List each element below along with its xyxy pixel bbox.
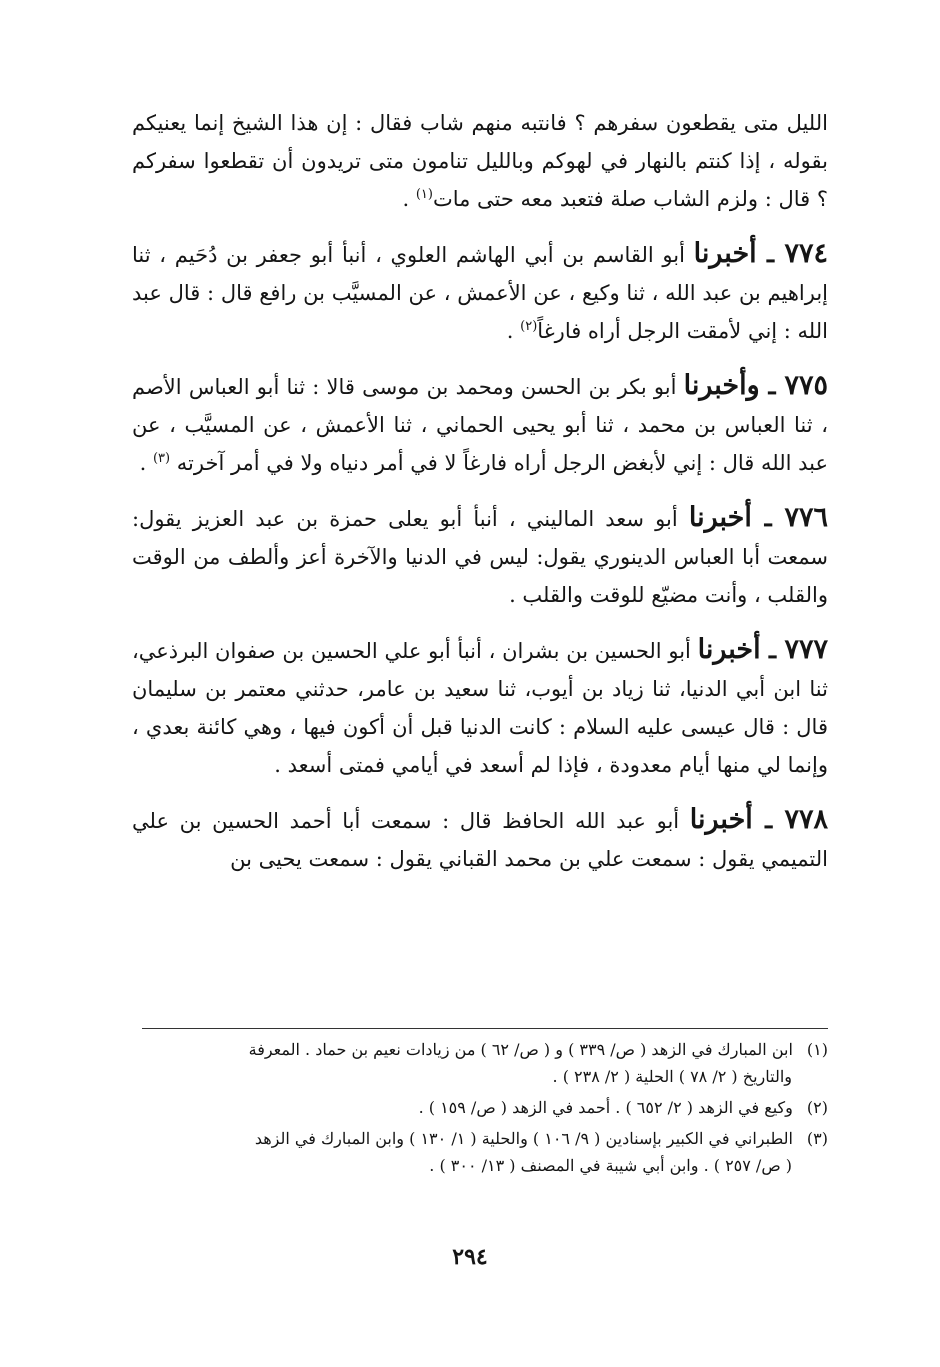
entry-number: ٧٧٦ (784, 502, 828, 533)
page-number: ٢٩٤ (452, 1244, 488, 1270)
footnote-1 (132, 1036, 828, 1090)
footnote-text: ابن المبارك في الزهد ( ص/ ٣٣٩ ) و ( ص/ ٦٢ ) من زيادات نعيم بن حماد . المعرفة (248, 1040, 793, 1059)
footnote-ref: (١) (415, 187, 433, 202)
footnote-label: (٣) (806, 1129, 828, 1148)
entry-keyword: أخبرنا (689, 804, 753, 835)
entry-keyword: أخبرنا (697, 634, 761, 665)
entry-keyword: وأخبرنا (683, 370, 760, 401)
entry-end: . (506, 319, 521, 343)
body-text (132, 104, 828, 895)
entry-dash: ـ (752, 805, 785, 834)
footnote-text: الطبراني في الكبير بإسنادين ( ٩/ ١٠٦ ) والحلية ( ١/ ١٣٠ ) وابن المبارك في الزهد (254, 1129, 793, 1148)
entry-number: ٧٧٥ (784, 370, 828, 401)
entry-text: أبو القاسم بن أبي الهاشم العلوي ، أنبأ أبو جعفر بن دُحَيم ، ثنا إبراهيم بن عبد الله ، ثنا وكيع ، عن الأعمش ، عن المسيَّب بن رافع قال : قال عبد الله : إني لأمقت الرجل أراه فارغاً (132, 243, 828, 343)
entry-keyword: أخبرنا (693, 238, 757, 269)
entry-dash: ـ (759, 371, 785, 400)
entry-end: . (139, 451, 153, 475)
footnote-ref: (٣) (152, 451, 171, 466)
continuation-text: الليل متى يقطعون سفرهم ؟ فانتبه منهم شاب فقال : إن هذا الشيخ إنما يعنيكم بقوله ، إذا كنتم بالنهار في لهوكم وبالليل تنامون متى تريدون أن تقطعوا سفركم ؟ قال : ولزم الشاب صلة فتعبد معه حتى مات (132, 111, 828, 211)
entry-778 (132, 801, 828, 878)
entry-dash: ـ (760, 635, 785, 664)
footnote-text-cont: والتاريخ ( ٢/ ٧٨ ) الحلية ( ٢/ ٢٣٨ ) . (552, 1067, 792, 1086)
footnote-text: وكيع في الزهد ( ٢/ ٦٥٢ ) . أحمد في الزهد ( ص/ ١٥٩ ) . (418, 1098, 793, 1117)
footnote-2 (132, 1094, 828, 1121)
footnote-divider (142, 1028, 828, 1029)
entry-number: ٧٧٤ (784, 238, 828, 269)
entry-775 (132, 367, 828, 482)
footnote-label: (٢) (806, 1098, 828, 1117)
entry-text: أبو عبد الله الحافظ قال : سمعت أبا أحمد الحسين بن علي التميمي يقول : سمعت علي بن محمد القباني يقول : سمعت يحيى بن (132, 809, 828, 871)
entry-keyword: أخبرنا (688, 502, 752, 533)
entry-number: ٧٧٧ (784, 634, 828, 665)
footnote-label: (١) (806, 1040, 828, 1059)
footnote-3 (132, 1125, 828, 1179)
continuation-paragraph (132, 104, 828, 218)
entry-774 (132, 235, 828, 350)
footnote-ref: (٢) (520, 319, 538, 334)
entry-text: أبو بكر بن الحسن ومحمد بن موسى قالا : ثنا أبو العباس الأصم ، ثنا العباس بن محمد ، ثنا أبو يحيى الحماني ، ثنا الأعمش ، عن المسيَّب ، عن عبد الله قال : إني لأبغض الرجل أراه فارغاً لا في أمر دنياه ولا في أمر آخرته (132, 375, 828, 475)
entry-number: ٧٧٨ (784, 804, 828, 835)
entry-text: أبو الحسين بن بشران ، أنبأ أبو علي الحسين بن صفوان البرذعي، ثنا ابن أبي الدنيا، ثنا زياد بن أيوب، ثنا سعيد بن عامر، حدثني معتمر بن سليمان قال : قال عيسى عليه السلام : كانت الدنيا قبل أن أكون فيها ، وهي كائنة بعدي ، وإنما لي منها أيام معدودة ، فإذا لم أسعد في أيامي فمتى أسعد . (132, 639, 828, 777)
entry-776 (132, 499, 828, 614)
entry-text: أبو سعد الماليني ، أنبأ أبو يعلى حمزة بن عبد العزيز يقول: سمعت أبا العباس الدينوري يقول: ليس في الدنيا والآخرة أعز وألطف من الوقت والقلب ، وأنت مضيّع للوقت والقلب . (132, 507, 828, 607)
entry-777 (132, 631, 828, 784)
footnotes (132, 1036, 828, 1183)
entry-dash: ـ (756, 239, 785, 268)
footnote-text-cont: ( ص/ ٢٥٧ ) . وابن أبي شيبة في المصنف ( ١٣/ ٣٠٠ ) . (429, 1156, 792, 1175)
entry-dash: ـ (751, 503, 785, 532)
continuation-end: . (402, 187, 416, 211)
